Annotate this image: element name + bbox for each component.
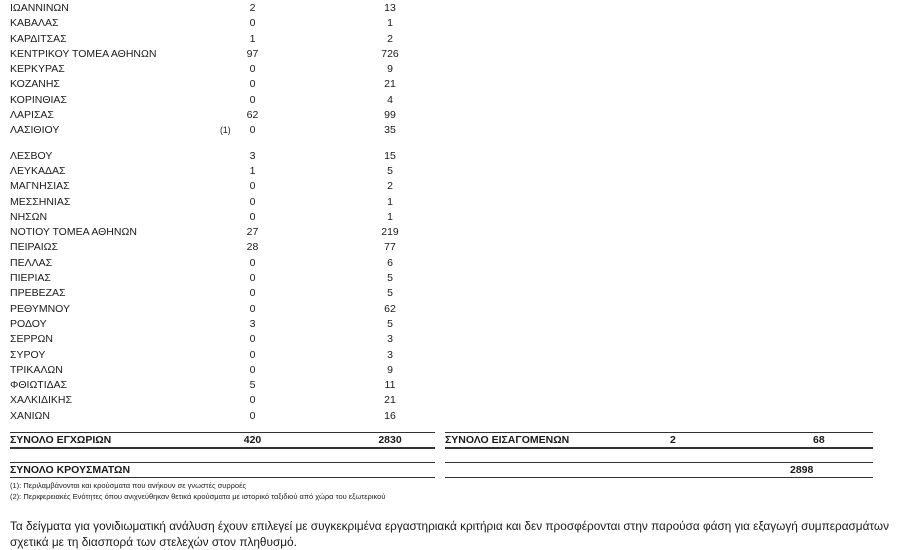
region-name: ΧΑΛΚΙΔΙΚΗΣ [10,394,72,407]
table-row [10,348,430,363]
region-name: ΚΑΡΔΙΤΣΑΣ [10,32,67,45]
region-name: ΠΕΛΛΑΣ [10,256,53,269]
region-name: ΚΟΖΑΝΗΣ [10,78,60,91]
table-row [10,108,430,123]
value-col-2: 62 [384,302,396,315]
value-col-1: 3 [249,149,256,162]
value-col-1: 0 [249,272,256,285]
table-row [10,62,430,77]
table-row [10,123,430,138]
value-col-2: 1 [387,17,393,30]
table-row [10,409,430,424]
value-col-2: 15 [384,149,396,162]
domestic-total-label: ΣΥΝΟΛΟ ΕΓΧΩΡΙΩΝ [10,434,112,446]
value-col-1: 1 [249,164,256,177]
region-name: ΝΗΣΩΝ [10,210,48,223]
table-row [10,225,430,240]
cases-total-value: 2898 [790,464,814,476]
value-col-2: 3 [387,348,393,361]
table-row [10,378,430,393]
region-name: ΠΕΙΡΑΙΩΣ [10,241,58,254]
region-name: ΚΑΒΑΛΑΣ [10,17,59,30]
value-col-2: 21 [384,78,396,91]
value-col-1: 0 [249,409,256,422]
value-col-1: 0 [249,93,256,106]
region-name: ΣΥΡΟΥ [10,348,46,361]
value-col-2: 5 [387,272,393,285]
value-col-1: 0 [249,302,256,315]
imported-total-value-1: 2 [670,434,676,446]
table-row [10,195,430,210]
table-row [10,149,430,164]
region-name: ΝΟΤΙΟΥ ΤΟΜΕΑ ΑΘΗΝΩΝ [10,226,137,239]
value-col-1: 0 [249,256,256,269]
value-col-2: 3 [387,333,393,346]
footnotes [10,480,385,502]
region-name: ΡΕΘΥΜΝΟΥ [10,302,71,315]
domestic-total-value-1: 420 [243,434,262,446]
region-name: ΣΕΡΡΩΝ [10,333,53,346]
region-name: ΧΑΝΙΩΝ [10,409,50,422]
table-row [10,16,430,31]
region-table [10,1,430,424]
value-col-2: 2 [387,32,393,45]
region-name: ΜΕΣΣΗΝΙΑΣ [10,195,71,208]
value-col-2: 5 [387,317,393,330]
cases-total-value-cell [445,462,873,478]
value-col-1: 0 [249,124,256,137]
value-col-2: 6 [387,256,393,269]
cases-total-row [10,462,435,478]
value-col-1: 0 [249,78,256,91]
region-name: ΚΟΡΙΝΘΙΑΣ [10,93,67,106]
footnote-1: (1): Περιλαμβάνονται και κρούσματα που ανήκουν σε γνωστές συρροές [10,481,247,490]
table-row [10,93,430,108]
table-row [10,317,430,332]
value-col-1: 3 [249,317,256,330]
value-col-2: 16 [384,409,396,422]
table-row [10,164,430,179]
value-col-2: 35 [384,124,396,137]
region-name: ΦΘΙΩΤΙΔΑΣ [10,379,68,392]
value-col-1: 97 [246,47,259,60]
region-name: ΙΩΑΝΝΙΝΩΝ [10,2,69,14]
table-row [10,47,430,62]
footnote-marker: (1) [220,125,231,136]
table-row [10,210,430,225]
value-col-1: 0 [249,17,256,30]
value-col-2: 9 [387,63,393,76]
value-col-2: 11 [384,379,396,392]
table-row [10,332,430,347]
value-col-1: 0 [249,180,256,193]
value-col-2: 5 [387,164,393,177]
value-col-1: 0 [249,348,256,361]
value-col-1: 0 [249,195,256,208]
value-col-2: 4 [387,93,393,106]
table-row [10,256,430,271]
region-name: ΛΑΡΙΣΑΣ [10,109,54,122]
value-col-2: 5 [387,287,393,300]
value-col-2: 9 [387,363,393,376]
table-row [10,363,430,378]
table-row [10,271,430,286]
imported-total-row [445,432,873,449]
footer-paragraph: Τα δείγματα για γονιδιωματική ανάλυση έχουν επιλεγεί με συγκεκριμένα εργαστηριακά κριτήρια και δεν προσφέρονται στην παρούσα φάση για εξαγωγή συμπερασμάτων σχετικά με τη διασπορά των στελεχών στον πληθυσμό. [10,519,890,549]
region-name: ΠΡΕΒΕΖΑΣ [10,287,66,300]
region-name: ΛΕΥΚΑΔΑΣ [10,164,66,177]
region-name: ΡΟΔΟΥ [10,317,47,330]
region-name: ΛΕΣΒΟΥ [10,149,53,162]
value-col-2: 1 [387,210,393,223]
region-name: ΚΕΝΤΡΙΚΟΥ ΤΟΜΕΑ ΑΘΗΝΩΝ [10,47,157,60]
value-col-2: 726 [381,47,399,60]
table-row [10,32,430,47]
table-row [10,302,430,317]
footnote-2: (2): Περιφερειακές Ενότητες όπου ανιχνεύθηκαν θετικά κρούσματα με ιστορικό ταξιδιού από χώρα του εξωτερικού [10,492,386,501]
region-name: ΠΙΕΡΙΑΣ [10,272,51,285]
table-row [10,179,430,194]
value-col-1: 0 [249,210,256,223]
value-col-2: 1 [387,195,393,208]
value-col-1: 0 [249,287,256,300]
cases-total-label: ΣΥΝΟΛΟ ΚΡΟΥΣΜΑΤΩΝ [10,464,131,476]
region-name: ΜΑΓΝΗΣΙΑΣ [10,180,70,193]
imported-total-label: ΣΥΝΟΛΟ ΕΙΣΑΓΟΜΕΝΩΝ [445,434,570,446]
region-name: ΛΑΣΙΘΙΟΥ [10,124,60,137]
value-col-2: 219 [381,226,399,239]
region-name: ΤΡΙΚΑΛΩΝ [10,363,63,376]
table-row [10,286,430,301]
value-col-1: 0 [249,333,256,346]
domestic-total-row [10,432,435,449]
table-row [10,393,430,408]
value-col-2: 99 [384,109,396,122]
value-col-1: 1 [249,32,256,45]
table-row [10,240,430,255]
region-name: ΚΕΡΚΥΡΑΣ [10,63,65,76]
table-row [10,77,430,92]
value-col-1: 62 [246,109,259,122]
table-row [10,1,430,16]
value-col-1: 28 [246,241,259,254]
value-col-1: 0 [249,394,256,407]
imported-total-value-2: 68 [813,434,825,446]
value-col-2: 2 [387,180,393,193]
value-col-1: 5 [249,379,256,392]
value-col-1: 0 [249,363,256,376]
domestic-total-value-2: 2830 [378,434,402,446]
value-col-2: 77 [384,241,396,254]
value-col-2: 21 [384,394,396,407]
value-col-2: 13 [384,2,396,14]
value-col-1: 0 [249,63,256,76]
value-col-1: 2 [249,2,256,14]
value-col-1: 27 [246,226,259,239]
